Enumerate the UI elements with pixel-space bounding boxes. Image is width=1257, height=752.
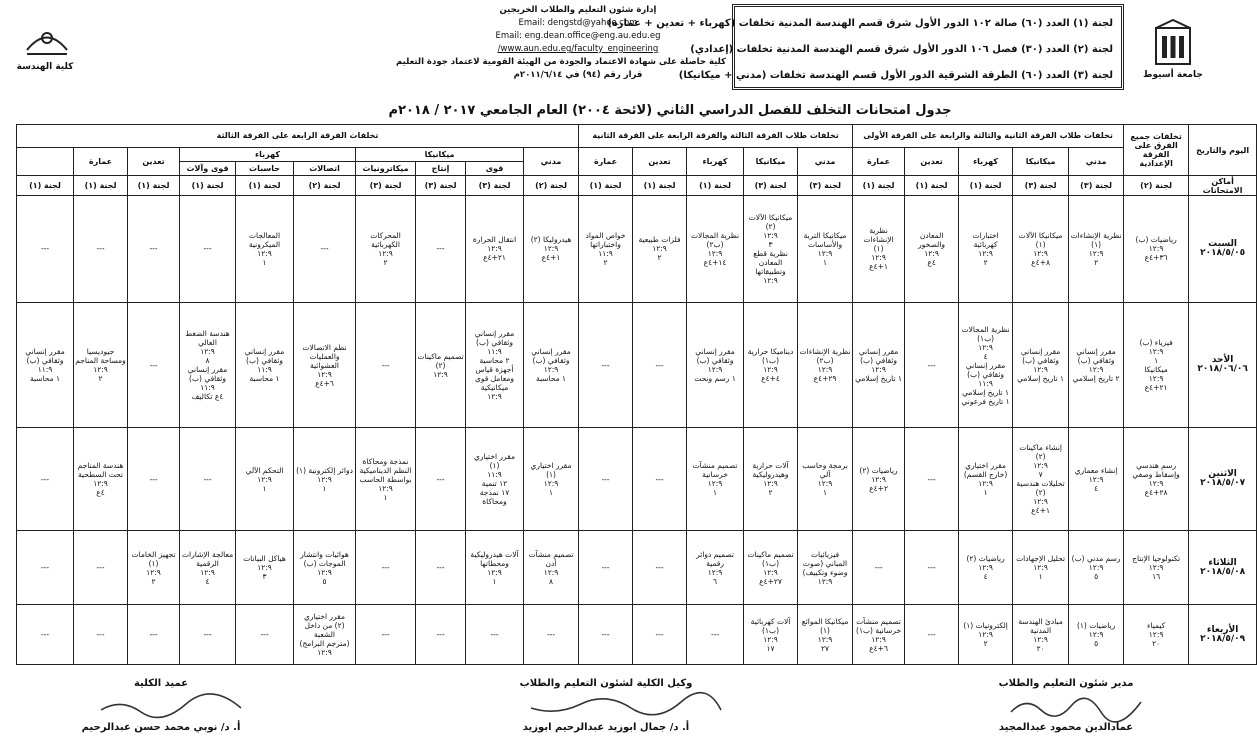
committee-line-2: لجنة (٢) العدد (٣٠) فصل ١٠٦ الدور الأول شرق قسم الهندسة المدنية تخلفات (إعدادي)	[690, 44, 1113, 55]
committee-label: لجنة (٣)	[798, 176, 853, 196]
committee-label: لجنة (٢)	[524, 176, 579, 196]
dept-header: كهرباء	[180, 147, 356, 161]
exam-cell: ---	[905, 605, 959, 665]
contact-line: كلية حاصلة على شهادة الاعتماد والجودة من الهيئة القومية لاعتماد جودة التعليم	[396, 57, 726, 67]
dept-header: ميكانيكا	[356, 147, 524, 161]
exam-cell: ---	[466, 605, 524, 665]
header-second-year: تخلفات طلاب الفرقة الثالثة والفرقة الرابعة على الفرقة الثانية	[579, 125, 853, 148]
committee-label: لجنة (٣)	[1069, 176, 1124, 196]
exam-cell: نظم الاتصالات والعمليات العشوائية ١٢:٩ ٦+٤ع	[294, 302, 356, 427]
exam-cell: إنشاء معماري ١٢:٩ ٤	[1069, 428, 1124, 531]
header-third-year: تخلفات الفرقة الرابعة على الفرقة الثالثة	[17, 125, 579, 148]
committee-label: لجنة (٢)	[294, 176, 356, 196]
dept-header: تعدين	[128, 147, 180, 176]
dept-header: عمارة	[74, 147, 128, 176]
exam-cell: المحركات الكهربائية ١٢:٩ ٢	[356, 195, 416, 302]
exam-cell: ---	[236, 605, 294, 665]
handwritten-signature-icon	[1006, 694, 1146, 718]
exam-cell: ---	[74, 605, 128, 665]
exam-cell: ---	[128, 428, 180, 531]
exam-cell: ---	[128, 302, 180, 427]
exam-cell: اختبارات كهربائية ١٢:٩ ٢	[959, 195, 1013, 302]
day-cell: الثلاثاء ٢٠١٨/٥/٠٨	[1189, 531, 1257, 605]
exam-cell: ---	[633, 302, 687, 427]
exam-cell: هوائيات وانتشار الموجات (ب) ١٢:٩ ٥	[294, 531, 356, 605]
signatures	[16, 678, 1206, 748]
exam-cell: ---	[356, 605, 416, 665]
exam-cell: رياضيات (٢) ١٢:٩ ٢+٤ع	[853, 428, 905, 531]
exam-cell: مقرر اختياري (خارج القسم) ١٢:٩ ١	[959, 428, 1013, 531]
subdept-header: اتصالات	[294, 162, 356, 176]
dept-header: عمارة	[853, 147, 905, 176]
day-cell: الاثنين ٢٠١٨/٥/٠٧	[1189, 428, 1257, 531]
exam-cell: مقرر إنساني وثقافي (ب) ١٢:٩ ١ رسم ونحت	[687, 302, 744, 427]
exam-cell: ---	[416, 531, 466, 605]
exam-cell: مقرر إنساني وثقافي (ب) ١١:٩ ١ محاسبة	[236, 302, 294, 427]
exam-cell: نظرية المجالات (ب١) ١٢:٩ ٤ مقرر إنساني وثقافي (ب) ١١:٩ ١ تاريخ إسلامي ١ تاريخ فرعوني	[959, 302, 1013, 427]
exam-cell: ---	[128, 605, 180, 665]
handwritten-signature-icon	[526, 694, 726, 718]
committee-label: لجنة (١)	[959, 176, 1013, 196]
exam-cell: مقرر إنساني وثقافي (ب) ١٢:٩ ١ تاريخ إسلامي	[853, 302, 905, 427]
exam-cell: ---	[905, 531, 959, 605]
committee-label: لجنة (١)	[128, 176, 180, 196]
exam-cell: تكنولوجيا الإنتاج ١٢:٩ ١٦	[1124, 531, 1189, 605]
exam-cell: تصميم منشآت أدن ١٢:٩ ٨	[524, 531, 579, 605]
exam-cell: ---	[633, 428, 687, 531]
committee-label: لجنة (٣)	[416, 176, 466, 196]
schedule-table	[16, 124, 1257, 665]
exam-cell: ---	[524, 605, 579, 665]
dept-header: تعدين	[633, 147, 687, 176]
table-row	[17, 531, 1257, 605]
exam-cell: مقرر إنساني وثقافي (ب) ١١:٩ ٢ محاسبة أجهزة قياس ومعامل قوى ميكانيكية ١٢:٩	[466, 302, 524, 427]
exam-cell: ---	[905, 302, 959, 427]
exam-cell: مقرر إنساني وثقافي (ب) ١٢:٩ ١ تاريخ إسلامي	[1013, 302, 1069, 427]
exam-cell: ---	[853, 531, 905, 605]
exam-cell: نظرية الإنشاءات (١) ١٢:٩ ١+٤ع	[853, 195, 905, 302]
signature-title: عميد الكلية	[133, 678, 189, 689]
exam-cell: ---	[356, 531, 416, 605]
exam-cell: ميكانيكا الآلات (١) ١٢:٩ ٨+٤ع	[1013, 195, 1069, 302]
dept-header: ميكانيكا	[744, 147, 798, 176]
exam-cell: ---	[294, 195, 356, 302]
exam-cell: تصميم منشآت خرسانية (ب١) ١٢:٩ ٦+٤ع	[853, 605, 905, 665]
exam-cell: تصميم ماكينات (٢) ١٢:٩	[416, 302, 466, 427]
handwritten-signature-icon	[96, 694, 246, 718]
exam-cell: ---	[633, 605, 687, 665]
exam-cell: رياضيات (ب) ١٢:٩ ٣٦+٤ع	[1124, 195, 1189, 302]
contact-line: www.aun.edu.eg/faculty_engineering/	[497, 44, 659, 54]
contact-line: Email: dengstd@yahoo.com	[518, 18, 638, 28]
committee-label: لجنة (٣)	[744, 176, 798, 196]
exam-cell: ---	[74, 195, 128, 302]
exam-cell: مقرر إنساني وثقافي (ب) ١١:٩ ١ محاسبة	[17, 302, 74, 427]
page-title: جدول امتحانات التخلف للفصل الدراسي الثاني (لائحة ٢٠٠٤) العام الجامعي ٢٠١٧ / ٢٠١٨م	[388, 103, 952, 118]
signature-name: أ. د/ جمال ابوزيد عبدالرحيم ابوزيد	[522, 722, 690, 733]
exam-cell: ---	[356, 302, 416, 427]
exam-cell: التحكم الآلي ١٢:٩ ١	[236, 428, 294, 531]
exam-cell: هياكل البيانات ١٢:٩ ٣	[236, 531, 294, 605]
exam-cell: هندسة الضغط العالي ١٢:٩ ٨ مقرر إنساني وثقافي (ب) ١١:٩ ٤ع تكاليف	[180, 302, 236, 427]
exam-cell: هندسة المناجم تحت السطحية ١٢:٩ ٤ع	[74, 428, 128, 531]
exam-cell: ---	[180, 428, 236, 531]
committee-label: لجنة (١)	[853, 176, 905, 196]
exam-cell: نظرية الإنشاءات (١) ١٢:٩ ٢	[1069, 195, 1124, 302]
exam-cell: رياضيات (١) ١٢:٩ ٥	[1069, 605, 1124, 665]
exam-cell: مقرر اختياري (١) ١٢:٩ ١	[524, 428, 579, 531]
exam-cell: ---	[17, 605, 74, 665]
exam-cell: المعادن والصخور ١٢:٩ ٤ع	[905, 195, 959, 302]
exam-cell: ---	[416, 195, 466, 302]
exam-cell: آلات هيدروليكية ومحطاتها ١٢:٩ ١	[466, 531, 524, 605]
committee-label: لجنة (٣)	[1013, 176, 1069, 196]
exam-cell: مقرر إنساني وثقافي (ب) ١٢:٩ ١ محاسبة	[524, 302, 579, 427]
exam-cell: تصميم منشآت خرسانية ١٢:٩ ١	[687, 428, 744, 531]
header-places: أماكن الامتحانات	[1189, 176, 1257, 196]
exam-cell: ---	[74, 531, 128, 605]
committee-label: لجنة (١)	[687, 176, 744, 196]
dept-header: كهرباء	[687, 147, 744, 176]
exam-cell: ---	[180, 605, 236, 665]
exam-cell: ---	[416, 428, 466, 531]
exam-cell: ---	[17, 195, 74, 302]
exam-cell: رياضيات (٢) ١٢:٩ ٤	[959, 531, 1013, 605]
exam-cell: تصميم ماكينات (ب١) ١٢:٩ ٢٧+٤ع	[744, 531, 798, 605]
exam-cell: معالجة الإشارات الرقمية ١٢:٩ ٤	[180, 531, 236, 605]
exam-cell: جيوديسيا ومساحة المناجم ١٢:٩ ٢	[74, 302, 128, 427]
committee-line-3: لجنة (٣) العدد (٦٠) الطرقة الشرقية الدور الأول قسم الهندسة تخلفات (مدني + ميكانيكا)	[678, 70, 1113, 81]
exam-cell: تحليل الإجهادات ١٢:٩ ١	[1013, 531, 1069, 605]
exam-cell: ---	[579, 605, 633, 665]
subdept-header: ميكاترونيات	[356, 162, 416, 176]
exam-cell: ---	[687, 605, 744, 665]
contact-line: قرار رقم (٩٤) في ٢٠١١/٦/١٤م	[513, 70, 643, 80]
header-prep: تخلفات جميع الفرق على الفرقة الإعدادية	[1124, 125, 1189, 176]
schedule-table-wrapper	[16, 124, 1250, 665]
exam-cell: برمجة وحاسب آلي ١٢:٩ ١	[798, 428, 853, 531]
exam-cell: انتقال الحرارة ١٢:٩ ٢١+٤ع	[466, 195, 524, 302]
exam-cell: مقرر إنساني وثقافي (ب) ١٢:٩ ٢ تاريخ إسلامي	[1069, 302, 1124, 427]
committee-label: لجنة (١)	[180, 176, 236, 196]
table-row	[17, 605, 1257, 665]
signature-title: وكيل الكلية لشئون التعليم والطلاب	[519, 678, 693, 689]
committee-label: لجنة (١)	[17, 176, 74, 196]
committee-label: لجنة (١)	[74, 176, 128, 196]
dept-header: مدني	[798, 147, 853, 176]
exam-cell: ميكانيكا الموائع (١) ١٢:٩ ٢٧	[798, 605, 853, 665]
exam-cell: مقرر اختياري (٢) من داخل الشعبة (مترجم البرامج) ١٢:٩	[294, 605, 356, 665]
contact-line: Email: eng.dean.office@eng.au.edu.eg	[495, 31, 661, 41]
subdept-header: إنتاج	[416, 162, 466, 176]
day-cell: السبت ٢٠١٨/٥/٠٥	[1189, 195, 1257, 302]
committee-label: لجنة (٣)	[356, 176, 416, 196]
exam-cell: ---	[579, 531, 633, 605]
exam-cell: ميكانيكا الآلات (٢) ١٢:٩ ٣ نظرية قطع المعادن وتطبيقاتها ١٢:٩	[744, 195, 798, 302]
exam-cell: فلزات طبيعية ١٢:٩ ٢	[633, 195, 687, 302]
exam-cell: فيزياء (ب) ١٢:٩ ١ ميكانيكا ١٢:٩ ٢١+٤ع	[1124, 302, 1189, 427]
exam-cell: ---	[416, 605, 466, 665]
day-cell: الأربعاء ٢٠١٨/٥/٠٩	[1189, 605, 1257, 665]
dept-header: تعدين	[905, 147, 959, 176]
exam-cell: خواص المواد واختباراتها ١١:٩ ٢	[579, 195, 633, 302]
exam-cell: ---	[180, 195, 236, 302]
exam-cell: ---	[633, 531, 687, 605]
exam-cell: تجهيز الخامات (١) ١٢:٩ ٢	[128, 531, 180, 605]
exam-cell: آلات حرارية وهيدروليكية ١٢:٩ ٢	[744, 428, 798, 531]
exam-cell: نظرية المجالات (ب٢) ١٢:٩ ١٤+٤ع	[687, 195, 744, 302]
signature-title: مدير شئون التعليم والطلاب	[998, 678, 1134, 689]
committees-box	[607, 4, 1124, 90]
faculty-logo-icon	[22, 20, 72, 60]
exam-cell: ---	[579, 428, 633, 531]
committee-line-1: لجنة (١) العدد (٦٠) صالة ١٠٢ الدور الأول شرق قسم الهندسة المدنية تخلفات (كهرباء + تعدين + عمارة)	[607, 18, 1113, 29]
dept-header: كهرباء	[959, 147, 1013, 176]
committee-label: لجنة (٣)	[466, 176, 524, 196]
exam-cell: دوائر إلكترونية (١) ١٢:٩ ١	[294, 428, 356, 531]
dept-header: عمارة	[579, 147, 633, 176]
dept-header: مدني	[524, 147, 579, 176]
exam-cell: رسم هندسي وإسقاط وصفي ١٢:٩ ٢٨+٤ع	[1124, 428, 1189, 531]
exam-cell: كيمياء ١٢:٩ ٢٠	[1124, 605, 1189, 665]
subdept-header: حاسبات	[236, 162, 294, 176]
exam-cell: نمذجة ومحاكاة النظم الديناميكية بواسطة الحاسب ١٢:٩ ١	[356, 428, 416, 531]
exam-cell: إنشاء ماكينات (٢) ١٢:٩ ٧ تحليلات هندسية (٢) ١٢:٩ ١+٤ع	[1013, 428, 1069, 531]
exam-cell: مقرر اختياري (١) ١١:٩ ١٢ تنمية ١٧ نمذجة ومحاكاة	[466, 428, 524, 531]
dept-header-blank	[17, 147, 74, 176]
exam-cell: إلكترونيات (١) ١٢:٩ ٢	[959, 605, 1013, 665]
exam-cell: ديناميكا حرارية (ب١) ١٢:٩ ٤+٤ع	[744, 302, 798, 427]
dept-header: ميكانيكا	[1013, 147, 1069, 176]
table-row	[17, 195, 1257, 302]
committee-label: لجنة (١)	[579, 176, 633, 196]
exam-cell: آلات كهربائية (ب١) ١٢:٩ ١٧	[744, 605, 798, 665]
day-cell: الأحد ٢٠١٨/٠٦/٠٦	[1189, 302, 1257, 427]
contact-block	[396, 4, 726, 82]
exam-cell: نظرية الإنشاءات (ب٢) ١٢:٩ ٢٩+٤ع	[798, 302, 853, 427]
exam-cell: ---	[17, 428, 74, 531]
committee-label: لجنة (٢)	[1124, 176, 1189, 196]
committee-label: لجنة (١)	[633, 176, 687, 196]
university-name: جامعة أسيوط	[1143, 70, 1203, 80]
committee-label: لجنة (١)	[236, 176, 294, 196]
subdept-header: قوى	[466, 162, 524, 176]
signature-name: عمادالدين محمود عبدالمجيد	[998, 722, 1134, 733]
exam-cell: مبادئ الهندسة المدنية ١٢:٩ ٢٠	[1013, 605, 1069, 665]
exam-cell: ---	[905, 428, 959, 531]
university-logo-icon	[1150, 18, 1196, 68]
table-row	[17, 428, 1257, 531]
exam-cell: المعالجات الميكرونية ١٢:٩ ١	[236, 195, 294, 302]
subdept-header: قوى وآلات	[180, 162, 236, 176]
signature-name: أ. د/ نوبي محمد حسن عبدالرحيم	[81, 722, 241, 733]
contact-line: إدارة شئون التعليم والطلاب الخريجين	[499, 5, 657, 15]
header-first-year: تخلفات طلاب الفرقة الثانية والثالثة والرابعة على الفرقة الأولى	[853, 125, 1124, 148]
header-day: اليوم والتاريخ	[1189, 125, 1257, 176]
exam-cell: ---	[128, 195, 180, 302]
exam-cell: فيزيائيات المباني (صوت وضوء وتكييف) ١٢:٩	[798, 531, 853, 605]
faculty-name: كلية الهندسة	[16, 62, 74, 72]
table-row	[17, 302, 1257, 427]
exam-cell: ---	[579, 302, 633, 427]
exam-cell: رسم مدني (ب) ١٢:٩ ٥	[1069, 531, 1124, 605]
committee-label: لجنة (١)	[905, 176, 959, 196]
exam-cell: ميكانيكا التربة والأساسات ١٢:٩ ١	[798, 195, 853, 302]
exam-cell: هيدروليكا (٢) ١٢:٩ ١+٤ع	[524, 195, 579, 302]
dept-header: مدني	[1069, 147, 1124, 176]
exam-cell: ---	[17, 531, 74, 605]
exam-cell: تصميم دوائر رقمية ١٢:٩ ٦	[687, 531, 744, 605]
